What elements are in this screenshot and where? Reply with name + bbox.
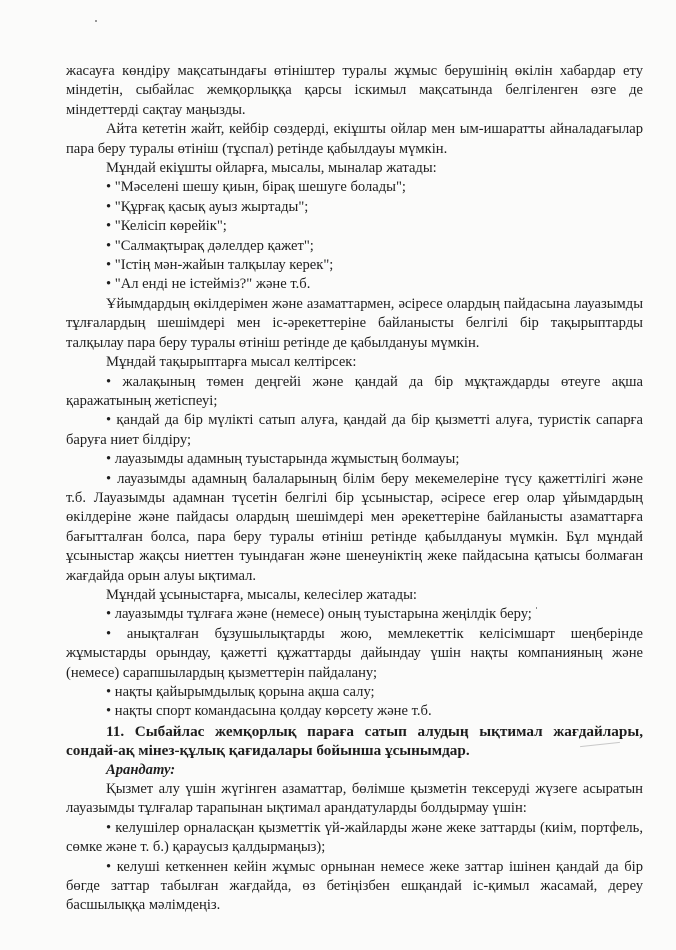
section-heading: 11. Сыбайлас жемқорлық параға сатып алудың ықтимал жағдайлары, сондай-ақ мінез-құлық қағидалары бойынша ұсынымдар. [66,722,643,760]
list-item: • "Мәселені шешу қиын, бірақ шешуге болады"; [106,179,406,196]
list-item: • анықталған бұзушылықтарды жою, мемлекеттік келісімшарт шеңберінде жұмыстарды орындау, қажетті құжаттарды дайындау үшін нақты компанияның және (немесе) сарапшылардың қызметтерін пайдалану; [66,625,643,681]
document-page [66,62,643,916]
paragraph: Айта кететін жайт, кейбір сөздерді, екіұшты ойлар мен ым-ишаратты айналадағылар пара беру туралы өтініш (тұспал) ретінде қабылдауы мүмкін. [66,121,643,157]
scan-speck [95,20,97,22]
list-item: • лауазымды адамның балаларының білім беру мекемелеріне түсу қажеттілігі және т.б. Лауазымды адамнан түсетін белгілі бір ұсыныстар, әсіресе егер олар ұйымдардың өкілдеріне және пайдасы олардың шешімдері мен әрекеттеріне байланысты азаматтарға бағытталған болса, пара беру туралы өтініш ретінде қабылдануы мүмкін. Бұл мұндай ұсыныстар жақсы ниеттен туындаған және шенеуніктің жеке пайдасына қатысы болмаған жағдайда орын алуы ықтимал. [66,470,643,584]
paragraph: Қызмет алу үшін жүгінген азаматтар, бөлімше қызметін тексеруді жүзеге асыратын лауазымды тұлғалар тарапынан ықтимал арандатуларды болдырмау үшін: [66,781,643,817]
list-item: • "Салмақтырақ дәлелдер қажет"; [106,237,314,254]
paragraph: Ұйымдардың өкілдерімен және азаматтармен, әсіресе олардың пайдасына лауазымды тұлғалардың шешімдері мен іс-әрекеттеріне байланысты белгілі бір тақырыптарды талқылау пара беру туралы өтініш ретінде де қабылдануы мүмкін. [66,295,643,351]
list-item: • "Келісіп көрейік"; [106,218,227,235]
paragraph: Мұндай ұсыныстарға, мысалы, келесілер жатады: [106,586,417,603]
list-item: • лауазымды тұлғаға және (немесе) оның туыстарына жеңілдік беру; [106,606,532,623]
list-item: • нақты қайырымдылық қорына ақша салу; [106,684,375,700]
list-item: • келушілер орналасқан қызметтік үй-жайларды және жеке заттарды (киім, портфель, сөмке және т. б.) қараусыз қалдырмаңыз); [66,819,643,856]
paragraph: Мұндай тақырыптарға мысал келтірсек: [106,354,357,371]
list-item: • нақты спорт командасына қолдау көрсету және т.б. [106,703,432,720]
paragraph: Мұндай екіұшты ойларға, мысалы, мыналар жатады: [106,160,437,177]
subsection-heading: Арандату: [106,761,176,778]
list-item: • келуші кеткеннен кейін жұмыс орнынан немесе жеке заттар ішінен қандай да бір бөгде заттар табылған жағдайда, өз бетіңізбен ешқандай іс-қимыл жасамай, дереу басшылыққа мәлімдеңіз. [66,858,643,914]
paragraph: жасауға көндіру мақсатындағы өтініштер туралы жұмыс берушінің өкілін хабардар ету міндетін, сыбайлас жемқорлыққа қарсы іскимыл мақсатында белгіленген өзге де міндеттерді сақтау маңызды. [66,63,643,118]
list-item: • қандай да бір мүлікті сатып алуға, қандай да бір қызметті алуға, туристік сапарға баруға ниет білдіру; [66,412,643,448]
list-item: • "Ал енді не істейміз?" және т.б. [106,276,311,293]
list-item: • "Құрғақ қасық ауыз жыртады"; [106,198,309,215]
list-item: • "Істің мән-жайын талқылау керек"; [106,257,334,274]
list-item: • жалақының төмен деңгейі және қандай да бір мұқтаждарды өтеуге ақша қаражатының жетіспеуі; [66,373,643,409]
list-item: • лауазымды адамның туыстарында жұмыстың болмауы; [106,451,460,468]
